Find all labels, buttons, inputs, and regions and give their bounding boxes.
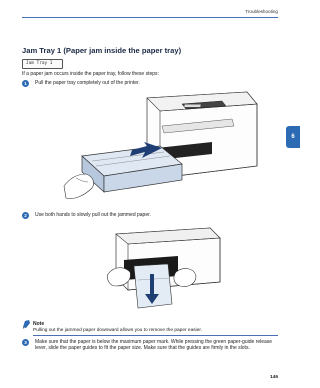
intro-text: If a paper jam occurs inside the paper tray, follow these steps: [22,71,159,77]
step-number: 3 [22,339,29,346]
note-text: Pulling out the jammed paper downward allows you to remove the paper easier. [33,328,203,333]
jammed-paper-illustration [98,220,228,316]
note-icon [22,319,31,329]
note-divider [33,335,278,336]
step-2 [22,212,151,219]
printer-tray-illustration [62,86,262,206]
header-divider [22,17,278,18]
step-number: 2 [22,212,29,219]
step-3 [22,339,275,351]
step-text: Pull the paper tray completely out of the printer. [35,80,140,86]
running-header: Troubleshooting [245,9,278,14]
section-title: Jam Tray 1 (Paper jam inside the paper tray) [22,46,182,55]
chapter-tab [286,126,300,148]
lcd-message: Jam Tray 1 [22,59,63,69]
page-number: 146 [269,375,278,380]
note-title: Note [33,321,45,327]
step-text: Use both hands to slowly pull out the jammed paper. [35,212,151,218]
step-number: 1 [22,80,29,87]
chapter-number: 6 [291,134,295,140]
step-text: Make sure that the paper is below the maximum paper mark. While pressing the green paper-guide release lever, slide the paper guides to fit the paper size. Make sure that the guides are firmly in the slots. [35,339,273,352]
